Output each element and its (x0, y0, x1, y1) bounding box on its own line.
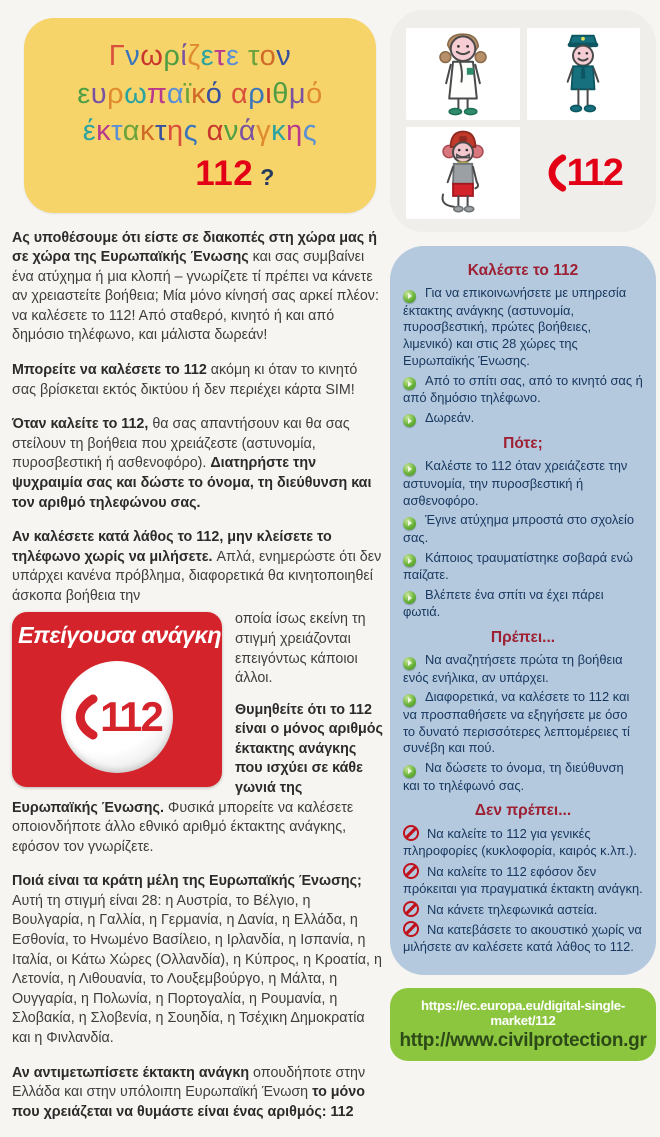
panel-item (403, 652, 643, 686)
go-bullet-icon (403, 377, 416, 390)
doctor-tile (406, 28, 520, 120)
page-title-line: έκτακτης ανάγκης (82, 115, 318, 148)
go-bullet-icon (403, 517, 416, 530)
go-bullet-icon (403, 290, 416, 303)
emergency-number: 112 (195, 154, 254, 194)
title-card (24, 18, 376, 213)
links-box (390, 988, 656, 1061)
panel-item (403, 458, 643, 509)
panel-item (403, 550, 643, 584)
panel-item-text: Καλέστε το 112 όταν χρειάζεστε την αστυνομία, την πυροσβεστική ή ασθενοφόρο. (403, 458, 628, 508)
prohibited-icon (403, 863, 419, 879)
panel-item-text: Έγινε ατύχημα μπροστά στο σχολείο σας. (403, 512, 635, 545)
go-bullet-icon (403, 463, 416, 476)
police-officer-tile (527, 28, 641, 120)
panel-item-text: Να κατεβάσετε το ακουστικό χωρίς να μιλήσετε αν καλέσετε κατά λάθος το 112. (403, 922, 642, 955)
panel-item-text: Να δώσετε το όνομα, τη διεύθυνση και το τηλέφωνό σας. (403, 760, 624, 793)
panel-item-text: Να αναζητήσετε πρώτα τη βοήθεια ενός ενήλικα, αν υπάρχει. (403, 652, 623, 685)
paragraph: Θυμηθείτε ότι το 112 είναι ο μόνος αριθμός έκτακτης ανάγκης που ισχύει σε κάθε γωνιά της Ευρωπαϊκής Ένωσης. Φυσικά μπορείτε να καλέσετε οποιονδήποτε άλλο εθνικό αριθμό έκτακτης ανάγκης, εφόσον τον γνωρίζετε. (12, 701, 383, 855)
panel-item (403, 587, 643, 621)
firefighter-monkey-tile (406, 127, 520, 219)
panel-item-text: Διαφορετικά, να καλέσετε το 112 και να προσπαθήσετε να εξηγήσετε με όσο το δυνατό περισσότερες λεπτομέρειες τί συνέβη και πού. (403, 689, 630, 756)
badge-section (12, 610, 384, 857)
section-title-call-112: Καλέστε το 112 (467, 262, 579, 279)
page-title-line: Γνωρίζετε τον (108, 40, 292, 72)
right-column (390, 10, 656, 1061)
phone-receiver-icon (545, 152, 567, 194)
prohibited-icon (403, 921, 419, 937)
go-bullet-icon (403, 657, 416, 670)
panel-item (403, 410, 643, 428)
doctor-illustration (424, 28, 502, 120)
section-title-dont: Δεν πρέπει... (474, 802, 572, 820)
section-title-when: Πότε; (503, 435, 543, 453)
phone-112-tile (527, 127, 641, 219)
phone-112-label: 112 (566, 151, 622, 194)
panel-item (403, 921, 643, 956)
panel-item (403, 760, 643, 794)
section-do (403, 652, 643, 794)
panel-item (403, 825, 643, 860)
info-panel (390, 246, 656, 975)
section-when (403, 458, 643, 621)
paragraph: Όταν καλείτε το 112, θα σας απαντήσουν και θα σας στείλουν τη βοήθεια που χρειάζεστε (αστυνομία, πυροσβεστική ή ασθενοφόρο). Διατηρήστε την ψυχραιμία σας και δώστε το όνομα, τη διεύθυνση και τον αριθμό τηλεφώνου σας. (12, 416, 372, 511)
panel-item-text: Από το σπίτι σας, από το κινητό σας ή από δημόσιο τηλέφωνο. (403, 372, 643, 406)
badge-number: 112 (100, 693, 162, 741)
paragraph-closing: Αν αντιμετωπίσετε έκτακτη ανάγκη οπουδήποτε στην Ελλάδα και στην υπόλοιπη Ευρωπαϊκή Ένωση το μόνο που χρειάζεται να θυμάστε είναι ένας αριθμός: 112 (12, 1064, 366, 1120)
panel-item (403, 512, 643, 546)
page-title-line: ευρωπαϊκό αριθμό (77, 77, 323, 110)
phone-receiver-icon (72, 693, 98, 741)
panel-item (403, 285, 643, 370)
panel-item-text: Να κάνετε τηλεφωνικά αστεία. (427, 901, 598, 917)
section-call-112 (403, 285, 643, 427)
panel-item-text: Δωρεάν. (425, 409, 475, 425)
prohibited-icon (403, 901, 419, 917)
firefighter-monkey-illustration (424, 127, 502, 219)
prohibited-icon (403, 825, 419, 841)
question-mark: ? (260, 164, 275, 191)
panel-item-text: Να καλείτε το 112 για γενικές πληροφορίες (κυκλοφορία, καιρός κ.λπ.). (403, 826, 637, 859)
panel-item-text: Βλέπετε ένα σπίτι να έχει πάρει φωτιά. (403, 586, 604, 620)
paragraph-member-states: Ποιά είναι τα κράτη μέλη της Ευρωπαϊκής Ένωσης; Αυτή τη στιγμή είναι 28: η Αυστρία, το Βέλγιο, η Βουλγαρία, η Γαλλία, η Γερμανία, η Δανία, η Ελλάδα, η Εσθονία, το Ηνωμένο Βασίλειο, η Ιρλανδία, η Ισπανία, η Ιταλία, οι Κάτω Χώρες (Ολλανδία), η Κύπρος, η Κροατία, η Λετονία, η Λιθουανία, το Λουξεμβούργο, η Μάλτα, η Ουγγαρία, η Πολωνία, η Πορτογαλία, η Ρουμανία, η Σλοβακία, η Σλοβενία, η Σουηδία, η Τσέχικη Δημοκρατία και η Φινλανδία. (12, 873, 382, 1046)
go-bullet-icon (403, 765, 416, 778)
panel-item (403, 373, 643, 407)
panel-item (403, 863, 643, 898)
emergency-badge-label: Επείγουσα ανάγκη (18, 622, 222, 649)
panel-item (403, 689, 643, 757)
paragraph: Μπορείτε να καλέσετε το 112 ακόμη κι όταν το κινητό σας βρίσκεται εκτός δικτύου ή δεν περιέχει κάρτα SIM! (12, 362, 358, 398)
go-bullet-icon (403, 694, 416, 707)
panel-item-text: Κάποιος τραυματίστηκε σοβαρά ενώ παίζατε. (403, 549, 633, 583)
left-column (12, 10, 384, 1137)
go-bullet-icon (403, 554, 416, 567)
panel-item (403, 901, 643, 919)
page-title-number-line (34, 151, 366, 197)
paragraph: Αν καλέσετε κατά λάθος το 112, μην κλείσετε το τηλέφωνο χωρίς να μιλήσετε. Απλά, ενημερώστε ότι δεν υπάρχει κανένα πρόβλημα, διαφορετικά θα κινητοποιηθεί άσκοπα βοήθεια την (12, 529, 382, 604)
eu-112-link[interactable]: https://ec.europa.eu/digital-single-market/112 (421, 997, 625, 1028)
paragraph: οποία ίσως εκείνη τη στιγμή χρειάζονται επειγόντως κάποιοι άλλοι. (235, 611, 366, 687)
panel-item-text: Για να επικοινωνήσετε με υπηρεσία έκτακτης ανάγκης (αστυνομία, πυροσβεστική, πρώτες βοήθειες, λιμενικό) και στις 28 χώρες της Ευρωπαϊκής Ένωσης. (403, 285, 627, 368)
emergency-badge (12, 612, 222, 787)
characters-card (390, 10, 656, 232)
go-bullet-icon (403, 591, 416, 604)
section-title-do: Πρέπει... (490, 629, 556, 647)
paragraph: Ας υποθέσουμε ότι είστε σε διακοπές στη χώρα μας ή σε χώρα της Ευρωπαϊκής Ένωσης και σας συμβαίνει ένα ατύχημα ή μια κλοπή – γνωρίζετε τί πρέπει να κάνετε αν χρειαστείτε βοήθεια; Μία μόνο κίνησή σας αρκεί πλέον: να καλέσετε το 112! Από σταθερό, κινητό ή και από δημόσιο τηλέφωνο, και μάλιστα δωρεάν! (12, 229, 379, 344)
section-dont (403, 825, 643, 955)
panel-item-text: Να καλείτε το 112 εφόσον δεν πρόκειται για πραγματικά έκτακτη ανάγκη. (403, 864, 643, 896)
go-bullet-icon (403, 414, 416, 427)
police-officer-illustration (544, 28, 622, 120)
badge-112-circle (61, 661, 173, 773)
civil-protection-link[interactable]: http://www.civilprotection.gr (399, 1029, 647, 1051)
